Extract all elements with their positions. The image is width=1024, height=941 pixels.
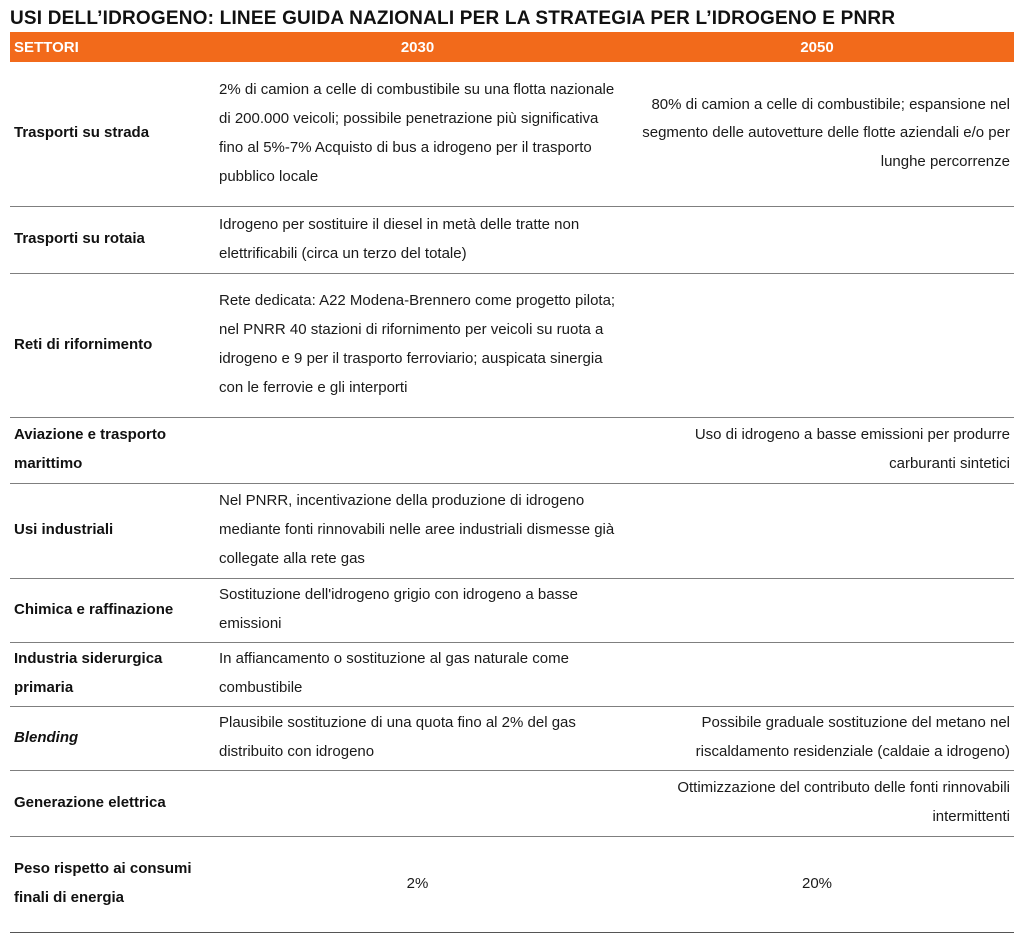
sector-cell: Industria siderurgica primaria	[10, 642, 215, 706]
table-row	[10, 483, 1014, 578]
header-2050: 2050	[620, 32, 1014, 62]
table-row	[10, 273, 1014, 417]
value-2050-cell: 20%	[620, 836, 1014, 932]
value-2050-cell	[620, 206, 1014, 273]
table-row	[10, 770, 1014, 836]
value-2050-cell	[620, 483, 1014, 578]
table-row	[10, 417, 1014, 483]
table-header-row	[10, 32, 1014, 62]
sector-cell: Trasporti su strada	[10, 62, 215, 206]
sector-cell: Aviazione e trasporto marittimo	[10, 417, 215, 483]
value-2050-cell: Possibile graduale sostituzione del metano nel riscaldamento residenziale (caldaie a idrogeno)	[620, 706, 1014, 770]
value-2050-cell: Uso di idrogeno a basse emissioni per produrre carburanti sintetici	[620, 417, 1014, 483]
hydrogen-uses-table	[10, 32, 1014, 933]
table-row	[10, 578, 1014, 642]
header-2030: 2030	[215, 32, 620, 62]
value-2030-cell: Sostituzione dell'idrogeno grigio con idrogeno a basse emissioni	[215, 578, 620, 642]
sector-cell: Generazione elettrica	[10, 770, 215, 836]
value-2030-cell	[215, 770, 620, 836]
value-2030-cell	[215, 417, 620, 483]
sector-cell: Reti di rifornimento	[10, 273, 215, 417]
header-sectors: SETTORI	[10, 32, 215, 62]
value-2030-cell: Idrogeno per sostituire il diesel in metà delle tratte non elettrificabili (circa un terzo del totale)	[215, 206, 620, 273]
table-row	[10, 836, 1014, 932]
value-2050-cell	[620, 578, 1014, 642]
value-2030-cell: In affiancamento o sostituzione al gas naturale come combustibile	[215, 642, 620, 706]
value-2050-cell	[620, 642, 1014, 706]
value-2030-cell: Plausibile sostituzione di una quota fino al 2% del gas distribuito con idrogeno	[215, 706, 620, 770]
page-title: USI DELL’IDROGENO: LINEE GUIDA NAZIONALI PER LA STRATEGIA PER L’IDROGENO E PNRR	[10, 8, 896, 29]
sector-cell: Peso rispetto ai consumi finali di energia	[10, 836, 215, 932]
table-row	[10, 62, 1014, 206]
value-2050-cell: 80% di camion a celle di combustibile; espansione nel segmento delle autovetture delle flotte aziendali e/o per lunghe percorrenze	[620, 62, 1014, 206]
sector-cell: Chimica e raffinazione	[10, 578, 215, 642]
sector-cell: Blending	[10, 706, 215, 770]
value-2030-cell: 2% di camion a celle di combustibile su una flotta nazionale di 200.000 veicoli; possibile penetrazione più significativa fino al 5%-7% Acquisto di bus a idrogeno per il trasporto pubblico locale	[215, 62, 620, 206]
sector-cell: Usi industriali	[10, 483, 215, 578]
table-row	[10, 642, 1014, 706]
value-2050-cell	[620, 273, 1014, 417]
value-2030-cell: 2%	[215, 836, 620, 932]
value-2050-cell: Ottimizzazione del contributo delle fonti rinnovabili intermittenti	[620, 770, 1014, 836]
table-row	[10, 706, 1014, 770]
sector-cell: Trasporti su rotaia	[10, 206, 215, 273]
value-2030-cell: Rete dedicata: A22 Modena-Brennero come progetto pilota; nel PNRR 40 stazioni di rifornimento per veicoli su ruota a idrogeno e 9 per il trasporto ferroviario; auspicata sinergia con le ferrovie e gli interporti	[215, 273, 620, 417]
value-2030-cell: Nel PNRR, incentivazione della produzione di idrogeno mediante fonti rinnovabili nelle aree industriali dismesse già collegate alla rete gas	[215, 483, 620, 578]
table-row	[10, 206, 1014, 273]
